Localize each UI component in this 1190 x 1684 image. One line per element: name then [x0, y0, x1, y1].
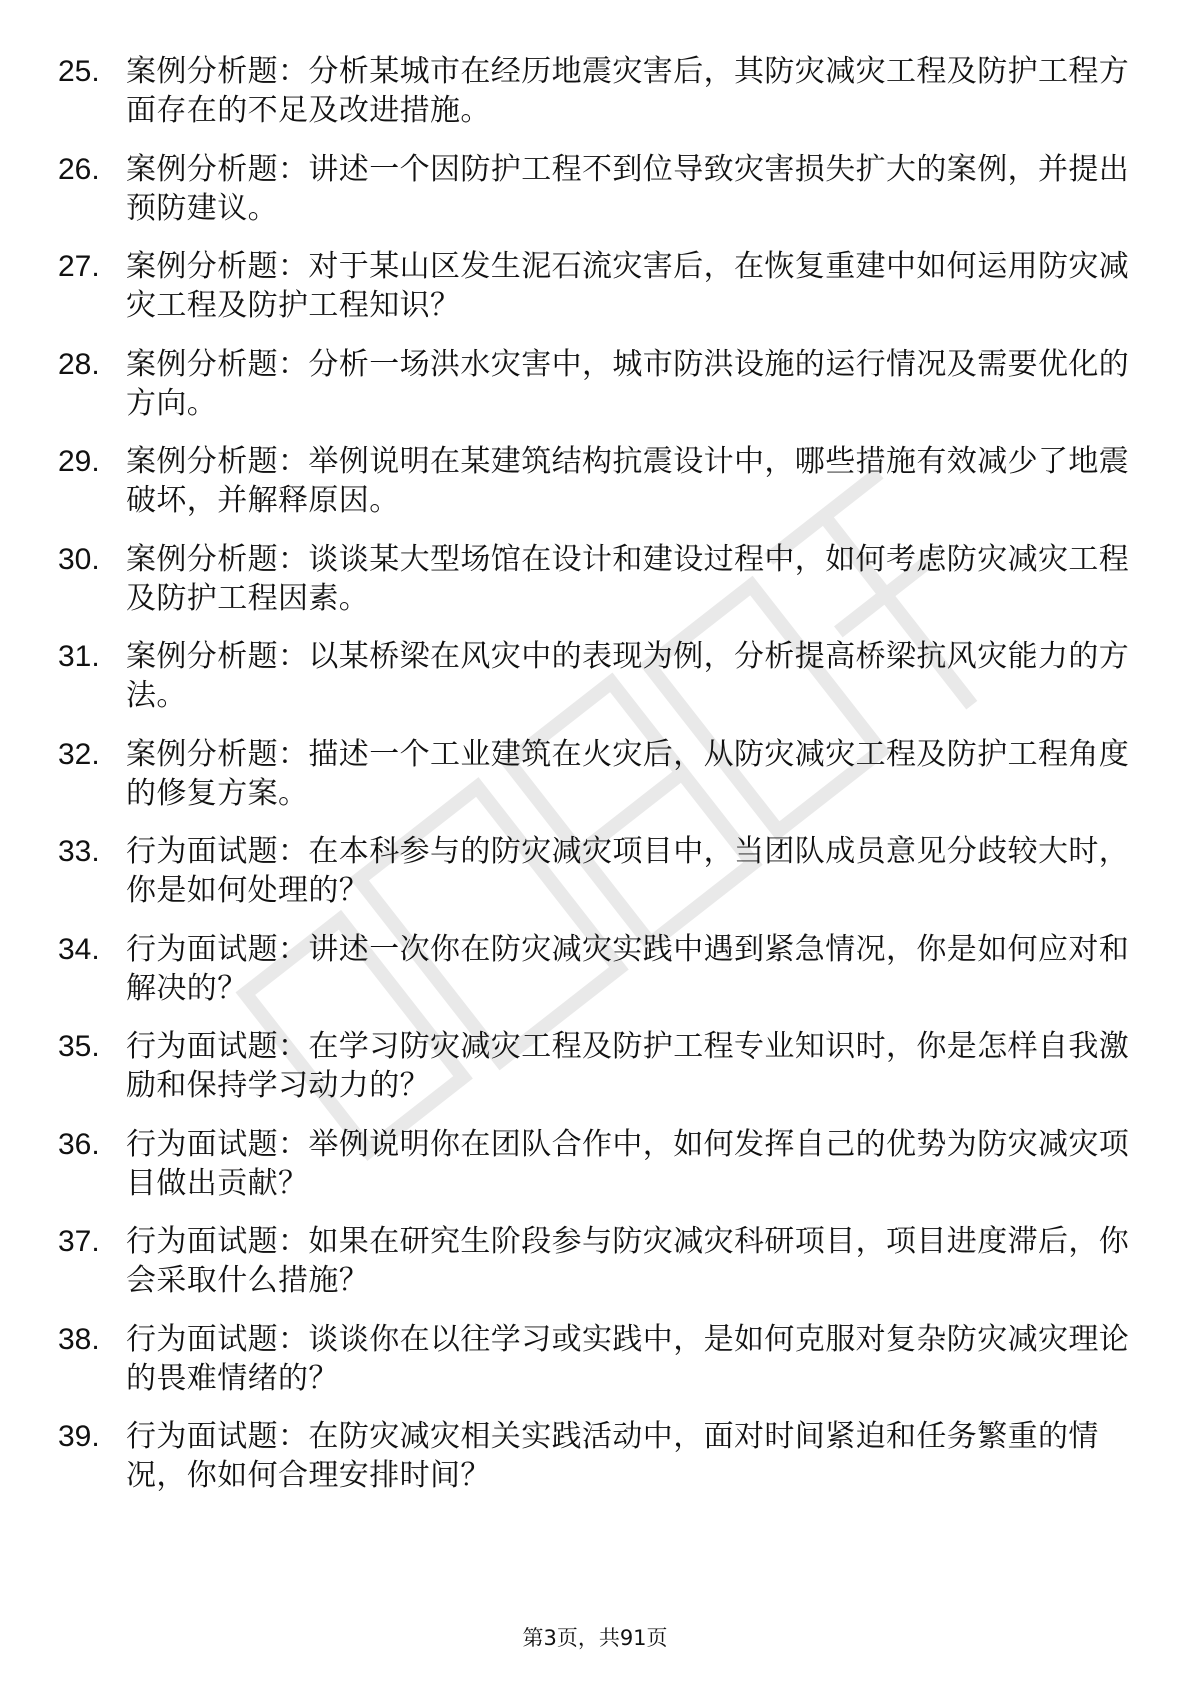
- question-text: 行为面试题：举例说明你在团队合作中，如何发挥自己的优势为防灾减灾项目做出贡献？: [126, 1126, 1130, 1201]
- question-number: 26.: [58, 152, 100, 186]
- question-number: 37.: [58, 1225, 100, 1258]
- question-number: 34.: [58, 932, 100, 966]
- question-number: 25.: [58, 55, 100, 88]
- question-number: 33.: [58, 835, 100, 868]
- question-item: [58, 345, 1133, 423]
- question-item: [58, 247, 1133, 325]
- question-number: 32.: [58, 737, 100, 771]
- question-text: 行为面试题：在防灾减灾相关实践活动中，面对时间紧迫和任务繁重的情况，你如何合理安排时间？: [126, 1419, 1099, 1493]
- question-text: 案例分析题：谈谈某大型场馆在设计和建设过程中，如何考虑防灾减灾工程及防护工程因素。: [126, 541, 1130, 616]
- question-number: 28.: [58, 347, 100, 381]
- question-text: 行为面试题：在本科参与的防灾减灾项目中，当团队成员意见分歧较大时，你是如何处理的？: [126, 834, 1130, 908]
- question-text: 行为面试题：讲述一次你在防灾减灾实践中遇到紧急情况，你是如何应对和解决的？: [126, 931, 1130, 1006]
- question-text: 案例分析题：分析一场洪水灾害中，城市防洪设施的运行情况及需要优化的方向。: [126, 346, 1130, 421]
- question-item: [58, 52, 1133, 130]
- question-item: [58, 540, 1133, 618]
- question-item: [58, 930, 1133, 1008]
- question-text: 行为面试题：在学习防灾减灾工程及防护工程专业知识时，你是怎样自我激励和保持学习动力的？: [126, 1029, 1130, 1103]
- question-item: [58, 1320, 1133, 1398]
- question-text: 案例分析题：以某桥梁在风灾中的表现为例，分析提高桥梁抗风灾能力的方法。: [126, 639, 1130, 713]
- question-item: [58, 150, 1133, 228]
- question-text: 案例分析题：举例说明在某建筑结构抗震设计中，哪些措施有效减少了地震破坏，并解释原因。: [126, 444, 1130, 518]
- question-text: 行为面试题：如果在研究生阶段参与防灾减灾科研项目，项目进度滞后，你会采取什么措施？: [126, 1224, 1130, 1298]
- question-text: 案例分析题：分析某城市在经历地震灾害后，其防灾减灾工程及防护工程方面存在的不足及改进措施。: [126, 54, 1130, 128]
- question-number: 36.: [58, 1127, 100, 1161]
- question-number: 27.: [58, 250, 100, 283]
- question-item: [58, 442, 1133, 520]
- question-text: 案例分析题：对于某山区发生泥石流灾害后，在恢复重建中如何运用防灾减灾工程及防护工程知识？: [126, 249, 1130, 323]
- question-text: 案例分析题：讲述一个因防护工程不到位导致灾害损失扩大的案例，并提出预防建议。: [126, 151, 1130, 226]
- page-number-footer: 第3页，共91页: [522, 1626, 668, 1650]
- question-item: [58, 1125, 1133, 1203]
- question-item: [58, 1222, 1133, 1300]
- question-item: [58, 1027, 1133, 1105]
- question-item: [58, 637, 1133, 715]
- question-item: [58, 735, 1133, 813]
- question-number: 38.: [58, 1322, 100, 1356]
- question-number: 39.: [58, 1420, 100, 1453]
- question-text: 案例分析题：描述一个工业建筑在火灾后，从防灾减灾工程及防护工程角度的修复方案。: [126, 736, 1130, 811]
- question-list: [58, 52, 1133, 1515]
- question-item: [58, 832, 1133, 910]
- question-number: 30.: [58, 542, 100, 576]
- question-number: 35.: [58, 1030, 100, 1063]
- question-text: 行为面试题：谈谈你在以往学习或实践中，是如何克服对复杂防灾减灾理论的畏难情绪的？: [126, 1321, 1130, 1396]
- question-number: 29.: [58, 445, 100, 478]
- question-number: 31.: [58, 640, 100, 673]
- question-item: [58, 1417, 1133, 1495]
